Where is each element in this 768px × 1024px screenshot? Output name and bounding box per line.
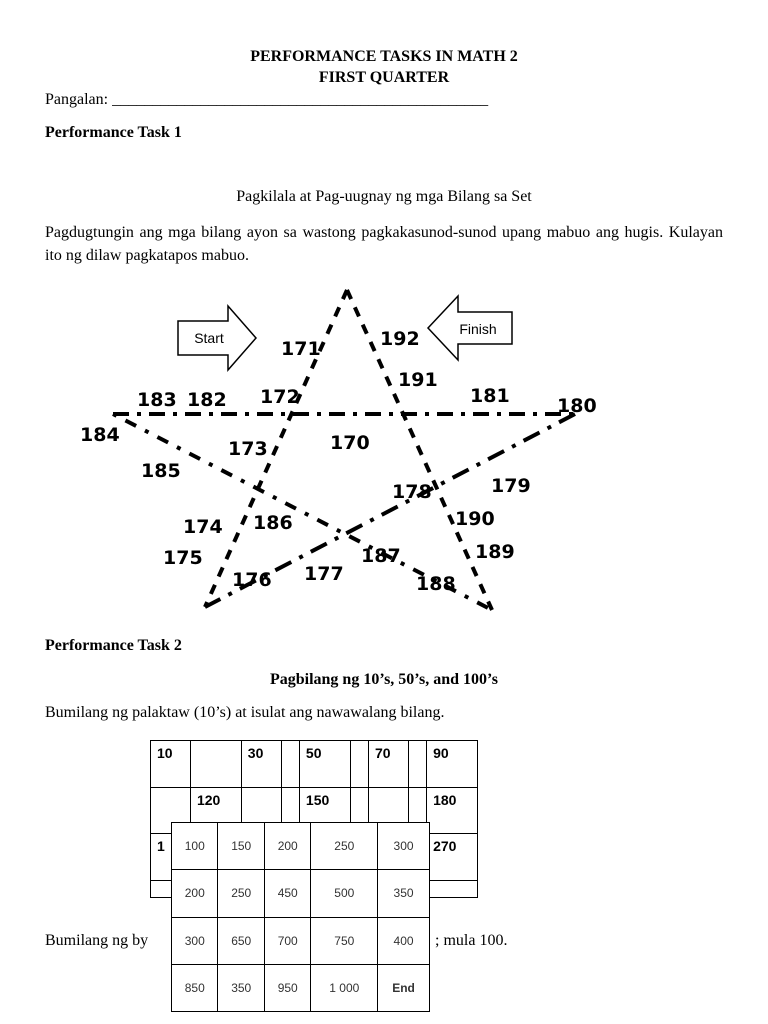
grid-cell [408,741,426,788]
grid-cell: 1 000 [311,964,378,1011]
document-title: PERFORMANCE TASKS IN MATH 2 [250,48,518,65]
grid-cell: 350 [378,870,430,917]
dot-number: 189 [475,541,515,563]
task2-heading: Performance Task 2 [45,637,182,654]
task2-instruction-by: Bumilang ng by [45,932,149,949]
grid-cell: 150 [299,787,350,834]
grid-cell: 1 [151,834,191,881]
document-subtitle: FIRST QUARTER [318,69,450,86]
grid-cell: 700 [264,917,310,964]
table-row [172,823,430,870]
name-label: Pangalan: [45,91,113,108]
dot-number: 183 [137,389,177,411]
grid-cell: 90 [427,741,478,788]
dot-number: 182 [187,389,227,411]
dot-number: 187 [361,545,401,567]
dot-number: 186 [253,512,293,534]
dot-number: 178 [392,481,432,503]
grid-cell: 120 [190,787,241,834]
grid-cell: 70 [368,741,408,788]
grid-cell: 10 [151,741,191,788]
task1-heading: Performance Task 1 [45,124,182,141]
dot-number: 172 [260,386,300,408]
name-blank-line: _______________________________________________ [112,91,489,108]
dot-number: 185 [141,460,181,482]
grid-cell [350,741,368,788]
table-row [172,964,430,1011]
grid-cell: 300 [172,917,218,964]
grid-cell [427,881,478,898]
task2-instruction-from: ; mula 100. [435,932,508,949]
dot-number: 179 [491,475,531,497]
grid-cell: 250 [218,870,264,917]
grid-cell: 150 [218,823,264,870]
grid-cell [281,741,299,788]
grid-cell: 850 [172,964,218,1011]
start-label: Start [194,330,224,346]
grid-cell: 400 [378,917,430,964]
grid-cell: 200 [172,870,218,917]
dot-number: 173 [228,438,268,460]
grid-cell: 250 [311,823,378,870]
table-row [151,741,478,788]
dot-number: 177 [304,563,344,585]
task1-subtitle: Pagkilala at Pag-uugnay ng mga Bilang sa Set [236,188,532,205]
dot-number: 192 [380,328,420,350]
start-arrow [178,306,256,370]
table-row [172,870,430,917]
grid-cell [190,741,241,788]
grid-cell: 300 [378,823,430,870]
task2-instruction-10s: Bumilang ng palaktaw (10’s) at isulat ang nawawalang bilang. [45,704,445,721]
dot-number: 188 [416,573,456,595]
dot-number: 175 [163,547,203,569]
grid-cell: 30 [241,741,281,788]
finish-label: Finish [459,321,497,337]
table-row [172,917,430,964]
task2-subtitle: Pagbilang ng 10’s, 50’s, and 100’s [269,671,499,688]
star-dot-figure [0,280,768,620]
grid-cell: 100 [172,823,218,870]
dot-number: 170 [330,432,370,454]
dot-number: 181 [470,385,510,407]
dot-number: 171 [281,338,321,360]
name-field [45,91,488,109]
dot-number: 184 [80,424,120,446]
dot-number: 176 [232,569,272,591]
grid-cell: 180 [427,787,478,834]
grid-cell: 450 [264,870,310,917]
grid-cell: 50 [299,741,350,788]
grid-cell: 950 [264,964,310,1011]
grid-cell: 750 [311,917,378,964]
end-cell: End [378,964,430,1011]
dot-number: 191 [398,369,438,391]
task1-instructions: Pagdugtungin ang mga bilang ayon sa wastong pagkakasunod-sunod upang mabuo ang hugis. Kulayan ito ng dilaw pagkatapos mabuo. [45,224,723,264]
dot-number: 174 [183,516,223,538]
dot-number: 190 [455,508,495,530]
dot-number: 180 [557,395,597,417]
grid-cell: 500 [311,870,378,917]
grid-cell: 350 [218,964,264,1011]
grid-cell: 200 [264,823,310,870]
grid-cell: 270 [427,834,478,881]
grid-cell: 650 [218,917,264,964]
finish-arrow [428,296,512,360]
skip-count-overlay-table [171,822,430,1012]
